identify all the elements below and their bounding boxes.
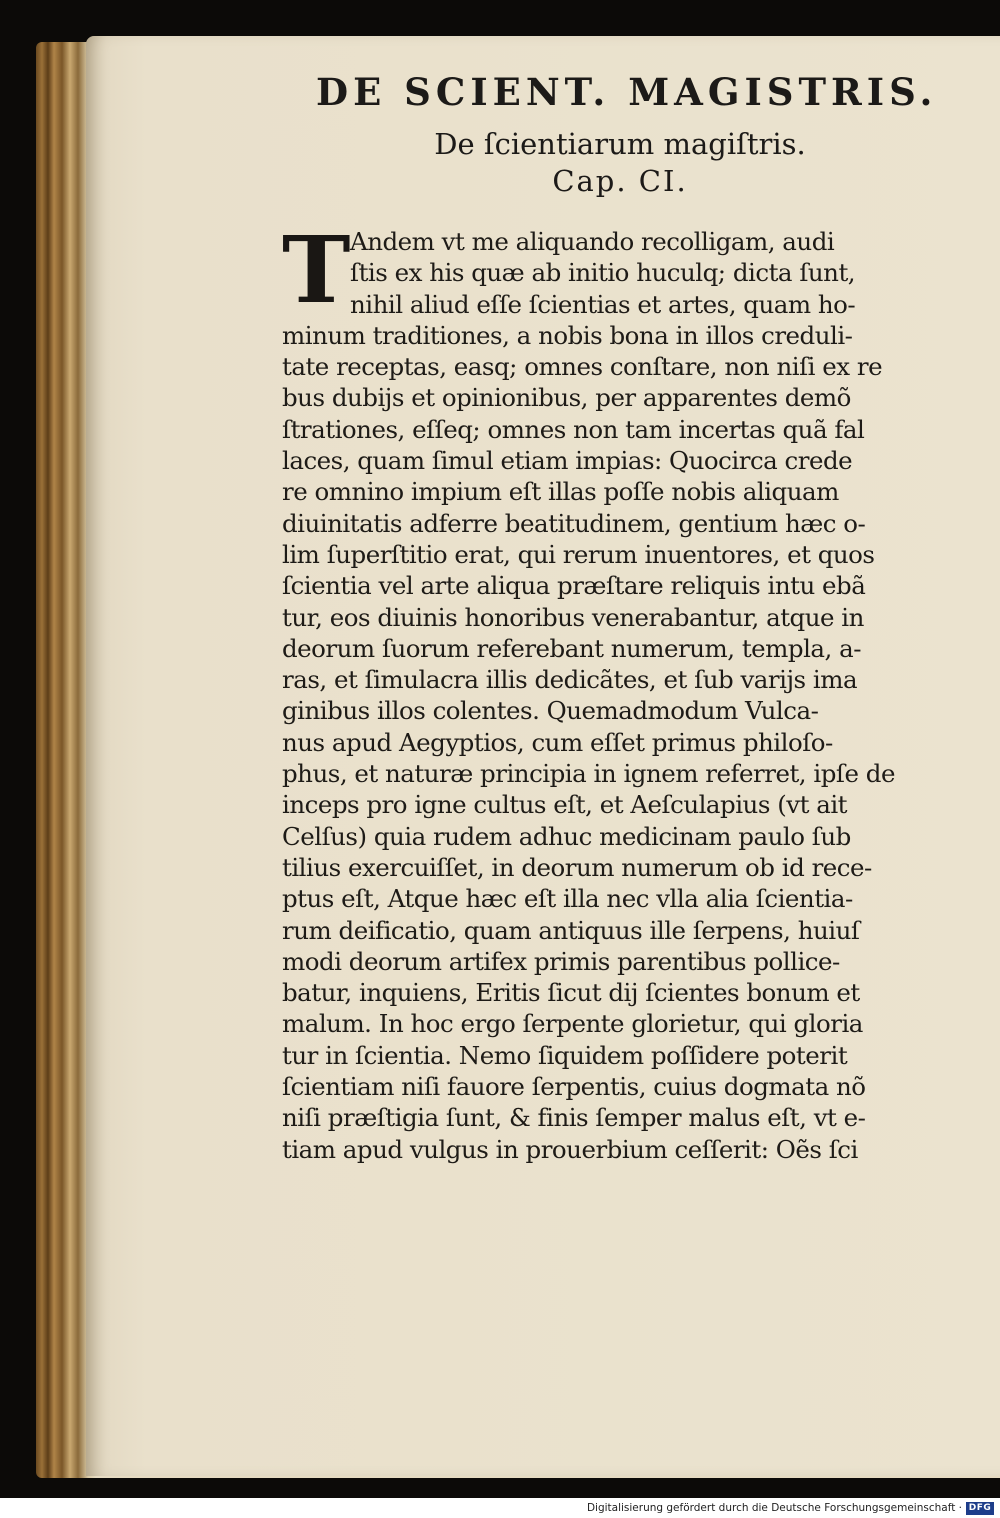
text-line: nihil aliud eſſe ſcientias et artes, quam ho- [350,289,856,319]
text-line: ras, et ſimulacra illis dedicãtes, et ſub varijs ima [282,665,858,695]
text-line: bus dubijs et opinionibus, per apparentes demõ [282,383,851,413]
text-line: tur in ſcientia. Nemo ſiquidem poſſidere poterit [282,1040,848,1070]
text-line: minum traditiones, a nobis bona in illos creduli- [282,320,853,350]
text-line: ſcientia vel arte aliqua præſtare reliquis intu ebã [282,571,866,601]
text-line: ptus eſt, Atque hæc eſt illa nec vlla alia ſcientia- [282,884,853,914]
text-line: tiam apud vulgus in prouerbium ceſſerit: Oẽs ſci [282,1134,858,1164]
body-text [282,216,922,1165]
text-line: ſtrationes, eſſeq; omnes non tam incertas quã fal [282,414,865,444]
text-line: tur, eos diuinis honoribus venerabantur, atque in [282,602,864,632]
text-line: batur, inquiens, Eritis ſicut dij ſcientes bonum et [282,978,860,1008]
chapter-number: Cap. CI. [552,164,688,198]
text-line: ſcientiam niſi fauore ſerpentis, cuius dogmata nõ [282,1072,866,1102]
text-line: nus apud Aegyptios, cum eſſet primus philoſo- [282,727,833,757]
text-line: modi deorum artifex primis parentibus pollice- [282,946,840,976]
text-line: tilius exercuiſſet, in deorum numerum ob id rece- [282,852,872,882]
text-line: deorum ſuorum referebant numerum, templa, a- [282,633,861,663]
running-head: DE SCIENT. MAGISTRIS. [316,70,938,114]
text-line: lim ſuperſtitio erat, qui rerum inuentores, et quos [282,539,875,569]
text-line: Andem vt me aliquando recolligam, audi [350,227,835,256]
drop-cap-initial: T [282,216,351,324]
text-line: inceps pro igne cultus eſt, et Aeſculapius (vt ait [282,790,848,820]
text-line: laces, quam ſimul etiam impias: Quocirca crede [282,446,853,476]
text-line: diuinitatis adferre beatitudinem, gentium hæc o- [282,508,866,538]
text-line: tate receptas, easq; omnes conſtare, non niſi ex re [282,352,883,382]
text-line: malum. In hoc ergo ſerpente glorietur, qui gloria [282,1009,863,1039]
chapter-title: De ſcientiarum magiſtris. [434,127,806,161]
text-line: ginibus illos colentes. Quemadmodum Vulca- [282,696,819,726]
text-line: niſi præſtigia ſunt, & finis ſemper malus eſt, vt e- [282,1103,866,1133]
text-line: Celſus) quia rudem adhuc medicinam paulo ſub [282,821,851,851]
text-line: ſtis ex his quæ ab initio huculq; dicta ſunt, [350,258,856,288]
digitization-credit: Digitalisierung gefördert durch die Deutsche Forschungsgemeinschaft · [586,1502,962,1514]
dfg-logo: DFG [966,1502,994,1515]
text-line: rum deificatio, quam antiquus ille ſerpens, huiuſ [282,915,860,945]
text-line: re omnino impium eſt illas poſſe nobis aliquam [282,477,839,507]
text-line: phus, et naturæ principia in ignem referret, ipſe de [282,759,895,789]
